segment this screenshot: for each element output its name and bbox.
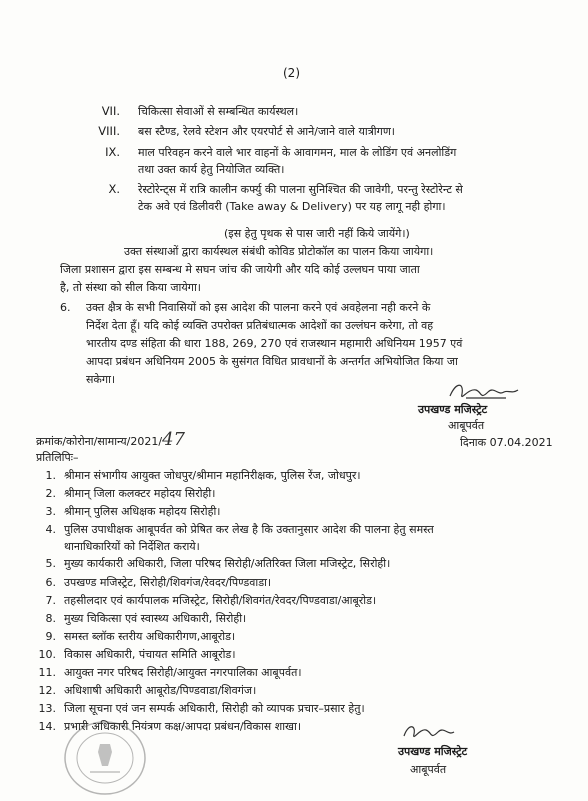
list-item: 10. विकास अधिकारी, पंचायत समिति आबूरोड। xyxy=(38,648,236,661)
paragraph-line: है, तो संस्था को सील किया जायेगा। xyxy=(60,281,201,294)
signature-designation: उपखण्ड मजिस्ट्रेट xyxy=(418,403,488,416)
list-item: 1. श्रीमान संभागीय आयुक्त जोधपुर/श्रीमान महानिरीक्षक, पुलिस रेंज, जोधपुर। xyxy=(45,469,361,482)
point6-line: आपदा प्रबंधन अधिनियम 2005 के सुसंगत विधित प्रावधानों के अन्तर्गत अभियोजित किया जा xyxy=(86,355,458,368)
list-item-text: माल परिवहन करने वाले भार वाहनों के आवागमन, माल के लोडिंग एवं अनलोडिंग xyxy=(138,146,457,159)
signature-place: आबूपर्वत xyxy=(410,763,447,776)
signature-image xyxy=(446,378,526,404)
list-item: 7. तहसीलदार एवं कार्यपालक मजिस्ट्रेट, सिरोही/शिवगंत/रेवदर/पिण्डवाडा/आबूरोड। xyxy=(45,594,377,607)
reference-date: दिनाक 07.04.2021 xyxy=(460,436,553,449)
signature-designation: उपखण्ड मजिस्ट्रेट xyxy=(398,745,468,758)
signature-image xyxy=(400,720,470,746)
list-item: 9. समस्त ब्लॉक स्तरीय अधिकारीगण,आबूरोड। xyxy=(45,630,236,643)
separate-pass-note: (इस हेतु पृथक से पास जारी नहीं किये जायेंगे।) xyxy=(224,227,410,240)
list-numeral: X. xyxy=(108,182,120,196)
reference-prefix: क्रमांक/कोरोना/सामान्य/2021/ xyxy=(36,435,163,448)
list-item-text: तथा उक्त कार्य हेतु नियोजित व्यक्ति। xyxy=(138,163,285,176)
reference-handwritten-number: 47 xyxy=(162,429,185,450)
list-item: 13. जिला सूचना एवं जन सम्पर्क अधिकारी, सिरोही को व्यापक प्रचार–प्रसार हेतु। xyxy=(38,702,365,715)
point6-line: सकेगा। xyxy=(86,373,116,386)
point6-line: निर्देश देता हूँ। यदि कोई व्यक्ति उपरोक्त प्रतिबंधात्मक आदेशों का उल्लंघन करेगा, तो वह xyxy=(86,319,434,332)
list-item: 8. मुख्य चिकित्सा एवं स्वास्थ्य अधिकारी, सिरोही। xyxy=(45,612,247,625)
list-item: 6. उपखण्ड मजिस्ट्रेट, सिरोही/शिवगंज/रेवदर/पिण्डवाडा। xyxy=(45,576,272,589)
list-item: 5. मुख्य कार्यकारी अधिकारी, जिला परिषद सिरोही/अतिरिक्त जिला मजिस्ट्रेट, सिरोही। xyxy=(45,557,391,570)
point-number: 6. xyxy=(60,301,71,314)
point6-line: उक्त क्षैत्र के सभी निवासियों को इस आदेश की पालना करने एवं अवहेलना नही करने के xyxy=(86,301,431,314)
office-seal-stamp xyxy=(60,716,150,796)
paragraph-line: जिला प्रशासन द्वारा इस सम्बन्ध मे सघन जांच की जायेगी और यदि कोई उल्लघन पाया जाता xyxy=(60,263,420,276)
list-item: 14. प्रभारी अधिकारी नियंत्रण कक्ष/आपदा प्रबंधन/विकास शाखा। xyxy=(38,720,302,733)
list-numeral: IX. xyxy=(105,145,120,159)
copy-to-label: प्रतिलिपिः– xyxy=(36,451,79,464)
list-item-text: चिकित्सा सेवाओं से सम्बन्धित कार्यस्थल। xyxy=(138,105,299,118)
list-item: 12. अधिशाषी अधिकारी आबूरोड/पिण्डवाडा/शिवगंज। xyxy=(38,684,257,697)
list-item: 2. श्रीमान् जिला कलक्टर महोदय सिरोही। xyxy=(45,487,216,500)
list-numeral: VIII. xyxy=(98,124,120,138)
list-item: 11. आयुक्त नगर परिषद सिरोही/आयुक्त नगरपालिका आबूपर्वत। xyxy=(38,666,302,679)
list-item-text: बस स्टैण्ड, रेलवे स्टेशन और एयरपोर्ट से आने/जाने वाले यात्रीगण। xyxy=(138,125,395,138)
paragraph-line: उक्त संस्थाओं द्वारा कार्यस्थल संबंधी कोविड प्रोटोकॉल का पालन किया जायेगा। xyxy=(124,245,434,258)
list-numeral: VII. xyxy=(101,104,120,118)
list-item: 4. पुलिस उपाधीक्षक आबूपर्वत को प्रेषित कर लेख है कि उक्तानुसार आदेश की पालना हेतु समस्त थानाधिकारियों को निर्देशित कराये। xyxy=(45,523,434,553)
list-item: 3. श्रीमान् पुलिस अधिक्षक महोदय सिरोही। xyxy=(45,505,221,518)
reference-number xyxy=(36,429,185,450)
page-number: (2) xyxy=(283,66,300,80)
point6-line: भारतीय दण्ड संहिता की धारा 188, 269, 270 एवं राजस्थान महामारी अधिनियम 1957 एवं xyxy=(86,337,463,350)
list-item-text: रेस्टोरेन्ट्स में रात्रि कालीन कर्फ्यु की पालना सुनिश्चित की जावेगी, परन्तु रेस्टोरेन्ट से xyxy=(138,183,463,196)
list-item-text: टेक अवे एवं डिलीवरी (Take away & Delivery) पर यह लागू नही होगा। xyxy=(138,200,446,213)
signature-place: आबूपर्वत xyxy=(448,419,485,432)
